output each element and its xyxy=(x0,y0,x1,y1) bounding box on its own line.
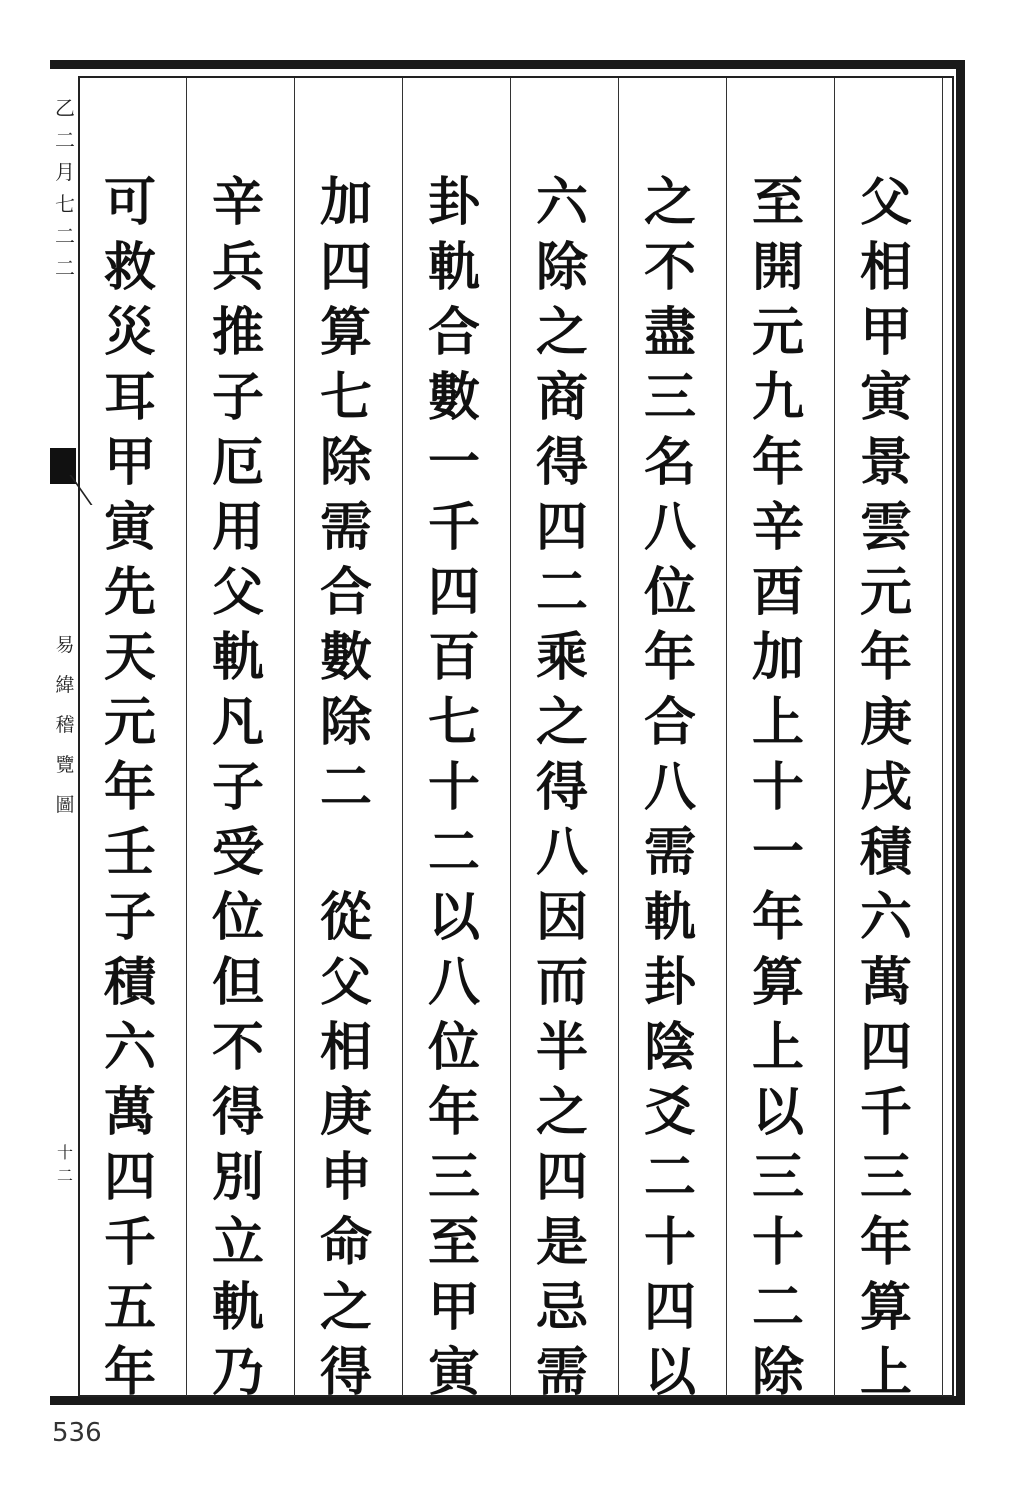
column-rule xyxy=(834,78,835,1396)
text-char: 二 xyxy=(643,1147,696,1208)
text-char: 八 xyxy=(643,497,696,558)
text-char: 二 xyxy=(535,562,588,623)
margin-book-title xyxy=(54,625,76,825)
text-char: 三 xyxy=(427,1147,480,1208)
text-char: 之 xyxy=(643,172,696,233)
text-char: 辛 xyxy=(211,172,264,233)
text-char: 甲 xyxy=(859,302,912,363)
margin-mark: 二 xyxy=(55,128,75,152)
text-char: 六 xyxy=(859,887,912,948)
text-char: 寅 xyxy=(859,367,912,428)
text-char: 七 xyxy=(319,367,372,428)
text-char: 上 xyxy=(751,1017,804,1078)
text-char: 以 xyxy=(643,1342,696,1403)
text-char: 萬 xyxy=(103,1082,156,1143)
text-char: 位 xyxy=(427,1017,480,1078)
text-char: 十 xyxy=(751,757,804,818)
text-char: 之 xyxy=(319,1277,372,1338)
text-char: 合 xyxy=(319,562,372,623)
text-char: 乘 xyxy=(535,627,588,688)
text-char: 十 xyxy=(643,1212,696,1273)
text-char: 數 xyxy=(427,367,480,428)
text-column xyxy=(748,170,808,1405)
text-char: 辛 xyxy=(751,497,804,558)
text-char: 四 xyxy=(535,497,588,558)
text-char: 四 xyxy=(319,237,372,298)
text-char: 厄 xyxy=(211,432,264,493)
text-char: 一 xyxy=(427,432,480,493)
text-char: 得 xyxy=(535,432,588,493)
text-char: 是 xyxy=(535,1212,588,1273)
text-char: 十 xyxy=(427,757,480,818)
text-char: 之 xyxy=(535,1082,588,1143)
text-char: 千 xyxy=(859,1082,912,1143)
margin-mark: 二 xyxy=(55,256,75,280)
text-char: 父 xyxy=(859,172,912,233)
text-char: 因 xyxy=(535,887,588,948)
text-char: 至 xyxy=(427,1212,480,1273)
text-column xyxy=(532,170,592,1405)
text-char: 軌 xyxy=(211,1277,264,1338)
text-char: 忌 xyxy=(535,1277,588,1338)
text-char: 七 xyxy=(427,692,480,753)
column-rule xyxy=(726,78,727,1396)
column-rule xyxy=(294,78,295,1396)
margin-mark: 二 xyxy=(55,224,75,248)
text-char: 年 xyxy=(103,757,156,818)
text-char: 相 xyxy=(319,1017,372,1078)
text-char: 九 xyxy=(751,367,804,428)
text-char: 元 xyxy=(751,302,804,363)
text-char: 不 xyxy=(643,237,696,298)
column-rule xyxy=(942,78,943,1396)
text-char: 可 xyxy=(103,172,156,233)
text-char: 子 xyxy=(211,757,264,818)
text-column xyxy=(208,170,268,1405)
text-column xyxy=(640,170,700,1405)
text-char: 壬 xyxy=(103,822,156,883)
text-char: 八 xyxy=(427,952,480,1013)
text-char: 災 xyxy=(103,302,156,363)
margin-mark: 月 xyxy=(55,160,75,184)
text-char: 四 xyxy=(103,1147,156,1208)
text-char: 十 xyxy=(751,1212,804,1273)
text-char: 雲 xyxy=(859,497,912,558)
text-char: 不 xyxy=(211,1017,264,1078)
text-char: 寅 xyxy=(427,1342,480,1403)
text-char: 位 xyxy=(211,887,264,948)
text-char: 四 xyxy=(427,562,480,623)
text-char: 加 xyxy=(319,172,372,233)
text-char: 半 xyxy=(535,1017,588,1078)
text-column xyxy=(100,170,160,1405)
text-char: 除 xyxy=(319,432,372,493)
text-char: 算 xyxy=(859,1277,912,1338)
text-char: 需 xyxy=(535,1342,588,1403)
text-char: 百 xyxy=(427,627,480,688)
text-char: 之 xyxy=(535,302,588,363)
text-char: 甲 xyxy=(427,1277,480,1338)
text-char: 乃 xyxy=(211,1342,264,1403)
text-char: 耳 xyxy=(103,367,156,428)
text-column xyxy=(424,170,484,1405)
margin-title-char: 易 xyxy=(55,634,75,656)
text-char: 得 xyxy=(535,757,588,818)
margin-page-number: 十二 xyxy=(56,1143,73,1185)
text-char: 年 xyxy=(427,1082,480,1143)
text-char: 盡 xyxy=(643,302,696,363)
text-char: 元 xyxy=(103,692,156,753)
text-char: 卦 xyxy=(427,172,480,233)
text-char: 算 xyxy=(319,302,372,363)
margin-title-char: 緯 xyxy=(55,674,75,696)
text-char: 上 xyxy=(859,1342,912,1403)
text-char: 救 xyxy=(103,237,156,298)
text-char: 需 xyxy=(643,822,696,883)
margin-title-char: 稽 xyxy=(55,714,75,736)
text-char: 以 xyxy=(427,887,480,948)
text-char: 以 xyxy=(751,1082,804,1143)
text-char: 合 xyxy=(643,692,696,753)
text-char: 天 xyxy=(103,627,156,688)
text-char: 軌 xyxy=(427,237,480,298)
text-char: 年 xyxy=(859,627,912,688)
text-char: 推 xyxy=(211,302,264,363)
text-char: 而 xyxy=(535,952,588,1013)
bottom-page-number: 536 xyxy=(52,1418,102,1448)
text-char: 之 xyxy=(535,692,588,753)
text-char: 年 xyxy=(103,1342,156,1403)
text-char: 年 xyxy=(751,887,804,948)
text-char: 六 xyxy=(103,1017,156,1078)
text-char: 上 xyxy=(751,692,804,753)
text-char: 四 xyxy=(643,1277,696,1338)
text-char: 立 xyxy=(211,1212,264,1273)
text-char: 千 xyxy=(427,497,480,558)
text-char: 一 xyxy=(751,822,804,883)
text-char: 三 xyxy=(859,1147,912,1208)
text-char: 陰 xyxy=(643,1017,696,1078)
text-column xyxy=(316,170,376,1405)
text-char: 從 xyxy=(319,887,372,948)
text-char: 兵 xyxy=(211,237,264,298)
text-char: 積 xyxy=(859,822,912,883)
margin-title-char: 覽 xyxy=(55,754,75,776)
text-char: 開 xyxy=(751,237,804,298)
text-char: 二 xyxy=(319,757,372,818)
text-char: 需 xyxy=(319,497,372,558)
text-char: 寅 xyxy=(103,497,156,558)
text-char: 相 xyxy=(859,237,912,298)
text-char: 子 xyxy=(211,367,264,428)
text-char: 子 xyxy=(103,887,156,948)
text-char: 庚 xyxy=(319,1082,372,1143)
text-char: 算 xyxy=(751,952,804,1013)
text-char: 甲 xyxy=(103,432,156,493)
column-rule xyxy=(510,78,511,1396)
text-char: 數 xyxy=(319,627,372,688)
text-char: 三 xyxy=(643,367,696,428)
text-char: 三 xyxy=(751,1147,804,1208)
text-char: 戌 xyxy=(859,757,912,818)
text-char: 年 xyxy=(751,432,804,493)
text-column xyxy=(856,170,916,1405)
text-char: 別 xyxy=(211,1147,264,1208)
text-char: 父 xyxy=(319,952,372,1013)
text-char: 八 xyxy=(643,757,696,818)
margin-mark: 七 xyxy=(55,192,75,216)
margin-marks xyxy=(52,92,78,284)
text-char: 軌 xyxy=(643,887,696,948)
text-char: 萬 xyxy=(859,952,912,1013)
text-char: 除 xyxy=(319,692,372,753)
text-char: 除 xyxy=(751,1342,804,1403)
text-char: 得 xyxy=(211,1082,264,1143)
margin-mark: 乙 xyxy=(55,96,75,120)
text-char: 卦 xyxy=(643,952,696,1013)
text-char: 景 xyxy=(859,432,912,493)
text-char: 除 xyxy=(535,237,588,298)
text-char: 積 xyxy=(103,952,156,1013)
text-char: 凡 xyxy=(211,692,264,753)
text-char: 五 xyxy=(103,1277,156,1338)
text-char: 元 xyxy=(859,562,912,623)
text-char: 六 xyxy=(535,172,588,233)
column-rule xyxy=(618,78,619,1396)
text-char: 但 xyxy=(211,952,264,1013)
text-char: 二 xyxy=(427,822,480,883)
text-char: 用 xyxy=(211,497,264,558)
text-char: 合 xyxy=(427,302,480,363)
text-char: 四 xyxy=(859,1017,912,1078)
text-char: 申 xyxy=(319,1147,372,1208)
text-char: 位 xyxy=(643,562,696,623)
text-char: 千 xyxy=(103,1212,156,1273)
text-char: 受 xyxy=(211,822,264,883)
text-char: 命 xyxy=(319,1212,372,1273)
text-char: 二 xyxy=(751,1277,804,1338)
text-char: 名 xyxy=(643,432,696,493)
text-char: 酉 xyxy=(751,562,804,623)
text-char: 至 xyxy=(751,172,804,233)
column-rule xyxy=(186,78,187,1396)
text-char: 父 xyxy=(211,562,264,623)
text-char: 年 xyxy=(643,627,696,688)
text-char: 得 xyxy=(319,1342,372,1403)
text-char: 加 xyxy=(751,627,804,688)
text-char: 軌 xyxy=(211,627,264,688)
text-char: 先 xyxy=(103,562,156,623)
text-char: 年 xyxy=(859,1212,912,1273)
text-char: 八 xyxy=(535,822,588,883)
text-char: 四 xyxy=(535,1147,588,1208)
text-char: 商 xyxy=(535,367,588,428)
text-char: 庚 xyxy=(859,692,912,753)
column-rule xyxy=(402,78,403,1396)
text-char: 爻 xyxy=(643,1082,696,1143)
page-margin xyxy=(0,0,102,1490)
margin-title-char: 圖 xyxy=(55,794,75,816)
